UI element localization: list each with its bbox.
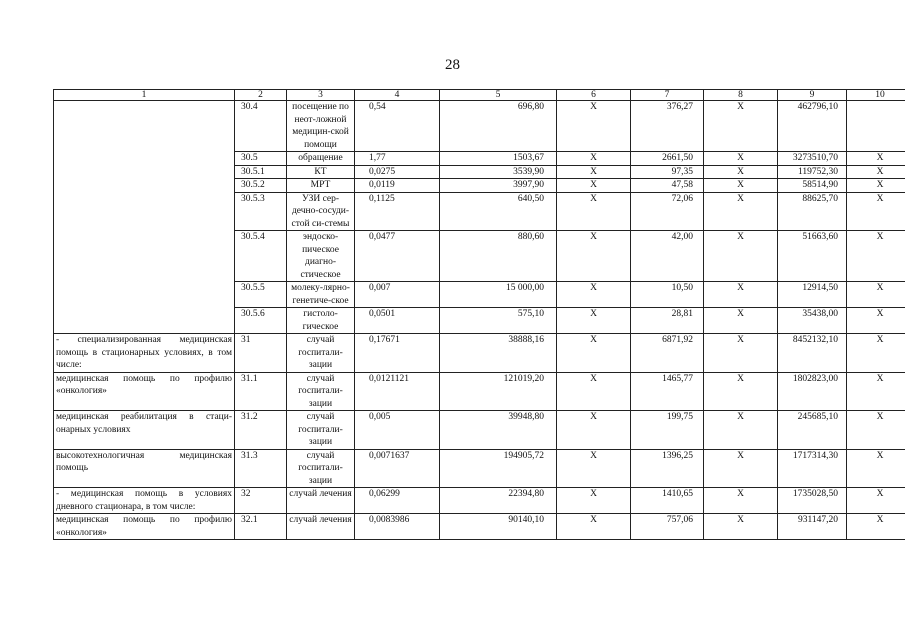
category-cell: [54, 101, 235, 334]
table-row: [54, 514, 905, 540]
col6-cell: X: [557, 192, 631, 231]
column-header-3: 3: [287, 90, 355, 101]
column-header-8: 8: [704, 90, 778, 101]
norm-cell: 0,0501: [355, 308, 440, 334]
col7-cell: 1410,65: [631, 488, 704, 514]
cost-cell: 90140,10: [440, 514, 557, 540]
cost-cell: 121019,20: [440, 372, 557, 411]
col6-cell: X: [557, 514, 631, 540]
category-cell: - специализированная медицинская помощь в стационарных условиях, в том числе:: [54, 334, 235, 373]
cost-cell: 1503,67: [440, 152, 557, 166]
unit-cell: МРТ: [287, 179, 355, 193]
data-table: [53, 89, 905, 540]
code-cell: 31: [235, 334, 287, 373]
col10-cell: X: [847, 372, 905, 411]
col10-cell: X: [847, 179, 905, 193]
col6-cell: X: [557, 334, 631, 373]
col8-cell: X: [704, 101, 778, 152]
column-header-6: 6: [557, 90, 631, 101]
unit-cell: случай лечения: [287, 488, 355, 514]
col6-cell: X: [557, 165, 631, 179]
col6-cell: X: [557, 449, 631, 488]
table-row: [54, 488, 905, 514]
cost-cell: 575,10: [440, 308, 557, 334]
col10-cell: X: [847, 282, 905, 308]
col7-cell: 10,50: [631, 282, 704, 308]
col7-cell: 97,35: [631, 165, 704, 179]
col8-cell: X: [704, 334, 778, 373]
col6-cell: X: [557, 488, 631, 514]
page-number: 28: [445, 57, 460, 73]
col10-cell: X: [847, 192, 905, 231]
table-row: [54, 411, 905, 450]
table-row: [54, 372, 905, 411]
col7-cell: 1465,77: [631, 372, 704, 411]
col10-cell: [847, 101, 905, 152]
col7-cell: 757,06: [631, 514, 704, 540]
col10-cell: X: [847, 165, 905, 179]
col7-cell: 42,00: [631, 231, 704, 282]
col8-cell: X: [704, 179, 778, 193]
cost-cell: 15 000,00: [440, 282, 557, 308]
code-cell: 30.5.3: [235, 192, 287, 231]
unit-cell: обращение: [287, 152, 355, 166]
col9-cell: 88625,70: [778, 192, 847, 231]
norm-cell: 0,1125: [355, 192, 440, 231]
col9-cell: 12914,50: [778, 282, 847, 308]
code-cell: 30.5.4: [235, 231, 287, 282]
code-cell: 31.2: [235, 411, 287, 450]
unit-cell: посещение по неот-ложной медицин-ской помощи: [287, 101, 355, 152]
col8-cell: X: [704, 514, 778, 540]
col9-cell: 1717314,30: [778, 449, 847, 488]
col9-cell: 51663,60: [778, 231, 847, 282]
code-cell: 31.1: [235, 372, 287, 411]
col9-cell: 1802823,00: [778, 372, 847, 411]
col9-cell: 3273510,70: [778, 152, 847, 166]
column-header-5: 5: [440, 90, 557, 101]
col8-cell: X: [704, 192, 778, 231]
col6-cell: X: [557, 282, 631, 308]
norm-cell: 0,007: [355, 282, 440, 308]
col7-cell: 2661,50: [631, 152, 704, 166]
col10-cell: X: [847, 488, 905, 514]
unit-cell: эндоско-пическое диагно-стическое: [287, 231, 355, 282]
col8-cell: X: [704, 372, 778, 411]
cost-cell: 880,60: [440, 231, 557, 282]
col10-cell: X: [847, 308, 905, 334]
col10-cell: X: [847, 231, 905, 282]
unit-cell: КТ: [287, 165, 355, 179]
col7-cell: 199,75: [631, 411, 704, 450]
col7-cell: 6871,92: [631, 334, 704, 373]
norm-cell: 0,0083986: [355, 514, 440, 540]
unit-cell: молеку-лярно-генетиче-ское: [287, 282, 355, 308]
cost-cell: 38888,16: [440, 334, 557, 373]
col9-cell: 1735028,50: [778, 488, 847, 514]
column-header-10: 10: [847, 90, 905, 101]
column-header-4: 4: [355, 90, 440, 101]
unit-cell: случай лечения: [287, 514, 355, 540]
col10-cell: X: [847, 411, 905, 450]
col8-cell: X: [704, 449, 778, 488]
col6-cell: X: [557, 152, 631, 166]
code-cell: 30.5.6: [235, 308, 287, 334]
unit-cell: УЗИ сер-дечно-сосуди-стой си-стемы: [287, 192, 355, 231]
col6-cell: X: [557, 411, 631, 450]
col9-cell: 119752,30: [778, 165, 847, 179]
category-cell: - медицинская помощь в условиях дневного стационара, в том числе:: [54, 488, 235, 514]
cost-cell: 696,80: [440, 101, 557, 152]
col8-cell: X: [704, 282, 778, 308]
col6-cell: X: [557, 231, 631, 282]
code-cell: 32: [235, 488, 287, 514]
code-cell: 31.3: [235, 449, 287, 488]
column-header-1: 1: [54, 90, 235, 101]
category-cell: высокотехнологичная медицинская помощь: [54, 449, 235, 488]
col7-cell: 72,06: [631, 192, 704, 231]
col10-cell: X: [847, 152, 905, 166]
col9-cell: 931147,20: [778, 514, 847, 540]
norm-cell: 0,0121121: [355, 372, 440, 411]
code-cell: 30.5: [235, 152, 287, 166]
norm-cell: 0,06299: [355, 488, 440, 514]
col6-cell: X: [557, 308, 631, 334]
norm-cell: 0,17671: [355, 334, 440, 373]
column-header-2: 2: [235, 90, 287, 101]
col9-cell: 462796,10: [778, 101, 847, 152]
col8-cell: X: [704, 488, 778, 514]
norm-cell: 0,005: [355, 411, 440, 450]
col7-cell: 28,81: [631, 308, 704, 334]
col8-cell: X: [704, 308, 778, 334]
column-header-7: 7: [631, 90, 704, 101]
col8-cell: X: [704, 165, 778, 179]
unit-cell: гистоло-гическое: [287, 308, 355, 334]
unit-cell: случай госпитали-зации: [287, 449, 355, 488]
cost-cell: 640,50: [440, 192, 557, 231]
unit-cell: случай госпитали-зации: [287, 334, 355, 373]
col8-cell: X: [704, 231, 778, 282]
norm-cell: 0,54: [355, 101, 440, 152]
col9-cell: 245685,10: [778, 411, 847, 450]
code-cell: 30.5.1: [235, 165, 287, 179]
category-cell: медицинская помощь по профилю «онкология»: [54, 514, 235, 540]
norm-cell: 0,0119: [355, 179, 440, 193]
col9-cell: 35438,00: [778, 308, 847, 334]
unit-cell: случай госпитали-зации: [287, 411, 355, 450]
norm-cell: 0,0477: [355, 231, 440, 282]
col10-cell: X: [847, 514, 905, 540]
table-row: [54, 101, 905, 152]
code-cell: 30.5.2: [235, 179, 287, 193]
col8-cell: X: [704, 411, 778, 450]
norm-cell: 0,0275: [355, 165, 440, 179]
col7-cell: 1396,25: [631, 449, 704, 488]
col9-cell: 8452132,10: [778, 334, 847, 373]
col7-cell: 47,58: [631, 179, 704, 193]
col10-cell: X: [847, 334, 905, 373]
header-row: [54, 90, 905, 101]
column-header-9: 9: [778, 90, 847, 101]
col6-cell: X: [557, 179, 631, 193]
col10-cell: X: [847, 449, 905, 488]
cost-cell: 3997,90: [440, 179, 557, 193]
code-cell: 30.4: [235, 101, 287, 152]
table-row: [54, 334, 905, 373]
col9-cell: 58514,90: [778, 179, 847, 193]
code-cell: 32.1: [235, 514, 287, 540]
cost-cell: 194905,72: [440, 449, 557, 488]
table-row: [54, 449, 905, 488]
norm-cell: 0,0071637: [355, 449, 440, 488]
category-cell: медицинская реабилитация в стаци-онарных условиях: [54, 411, 235, 450]
col6-cell: X: [557, 101, 631, 152]
norm-cell: 1,77: [355, 152, 440, 166]
cost-cell: 3539,90: [440, 165, 557, 179]
unit-cell: случай госпитали-зации: [287, 372, 355, 411]
category-cell: медицинская помощь по профилю «онкология»: [54, 372, 235, 411]
cost-cell: 22394,80: [440, 488, 557, 514]
col6-cell: X: [557, 372, 631, 411]
code-cell: 30.5.5: [235, 282, 287, 308]
col8-cell: X: [704, 152, 778, 166]
cost-cell: 39948,80: [440, 411, 557, 450]
col7-cell: 376,27: [631, 101, 704, 152]
